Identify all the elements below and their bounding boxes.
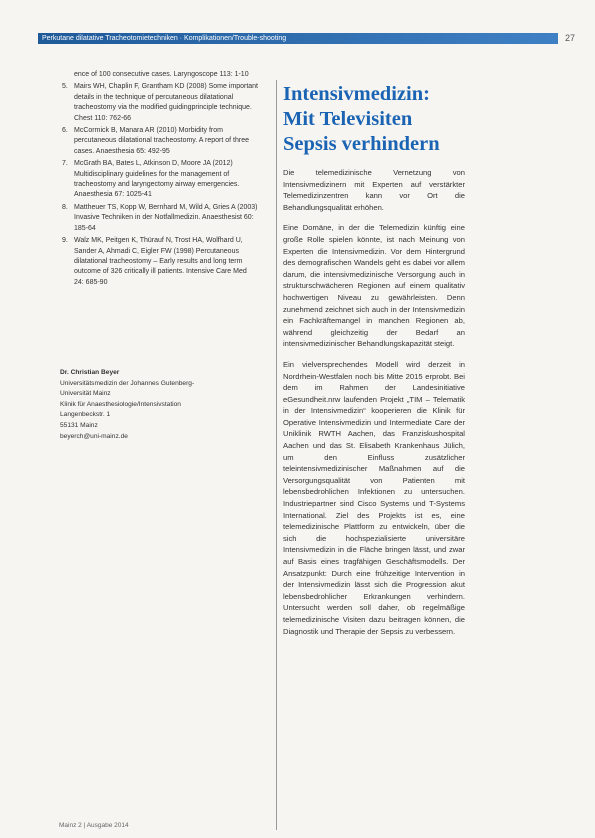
author-line: Universitätsmedizin der Johannes Gutenberg- [60,379,195,387]
running-header [0,33,595,44]
reference-text: Walz MK, Peitgen K, Thürauf N, Trost HA, Wolfhard U, Sander A, Ahmadi C, Eigler FW (1998) Percutaneous dilatational tracheostomy – Early results and long term outcome of 326 critically ill patients. Intensive Care Med 24: 685-90 [74,237,247,286]
article-paragraph: Ein vielversprechendes Modell wird derzeit in Nordrhein-Westfalen noch bis Mitte 2015 erprobt. Bei dem im Rahmen der Landesinitiative eGesundheit.nrw laufenden Projekt „TIM – Telematik in der Intensivmedizin“ kooperieren die Klinik für Operative Intensivmedizin und Intermediate Care der Uniklinik RWTH Aachen, das Franziskushospital Aachen und das St. Elisabeth Krankenhaus Jülich, um den Einfluss zusätzlicher teleintensivmedizinischer Maßnahmen auf die Versorgungsqualität von Patienten mit lebensbedrohlichen Infektionen zu untersuchen. Industriepartner sind Cisco Systems und T-Systems International. Ziel des Projekts ist es, eine telemedizinische Plattform zu entwickeln, über die sich die hochspezialisierte universitäre Intensivmedizin in die Fläche bringen lässt, und zwar auf Basis eines tragfähigen Geschäftsmodells. Der Ansatzpunkt: Durch eine frühzeitige Intervention in der Intensivmedizin lässt sich die Progression akut lebensbedrohlicher Erkrankungen verhindern. Untersucht werden soll daher, ob regelmäßige telemedizinische Visiten dazu beitragen können, die Diagnostik und Therapie der Sepsis zu verbessern. [283,359,465,636]
reference-number: 5. [62,83,68,91]
author-name: Dr. Christian Beyer [60,369,120,376]
reference-number: 9. [62,237,68,245]
article-title-line: Intensivmedizin: [283,83,430,105]
author-email: beyerch@uni-mainz.de [60,432,128,440]
reference-item [62,70,258,80]
reference-text: McGrath BA, Bates L, Atkinson D, Moore JA (2012) Multidisciplinary guidelines for the management of tracheostomy and laryngectomy airway emergencies. Anaesthesia 67: 1025-41 [74,160,240,199]
article-paragraph: Eine Domäne, in der die Telemedizin künftig eine große Rolle spielen könnte, ist nach Meinung von Experten die Intensivmedizin. Vor dem Hintergrund des demografischen Wandels geht es dabei vor allem darum, die intensivmedizinische Versorgung auch in strukturschwächeren Regionen auf einem qualitativ hochwertigen Niveau zu gewährleisten. Denn zunehmend zeichnet sich auch in der Intensivmedizin ein Fachkräftemangel in manchen Regionen ab, während gleichzeitig der Bedarf an intensivmedizinischer Behandlungskapazität steigt. [283,223,465,349]
author-line: Langenbeckstr. 1 [60,411,111,419]
author-contact [60,368,260,442]
reference-item [62,236,258,288]
article-title [283,82,465,157]
header-text: Perkutane dilatative Tracheotomietechniken · Komplikationen/Trouble-shooting [42,35,287,42]
reference-item [62,203,258,234]
article-title-line: Mit Televisiten [283,108,413,130]
author-line: Klinik für Anaesthesiologie/Intensivstation [60,400,181,408]
reference-item [62,126,258,157]
author-line: Universität Mainz [60,390,111,398]
reference-text: ence of 100 consecutive cases. Laryngoscope 113: 1-10 [74,71,249,78]
page-footer: Mainz 2 | Ausgabe 2014 [59,822,129,829]
reference-text: Mattheuer TS, Kopp W, Bernhard M, Wild A, Gries A (2003) Invasive Techniken in der Notfallmedizin. Anaesthesist 60: 185-64 [74,203,258,232]
reference-text: Mairs WH, Chaplin F, Grantham KD (2008) Some important details in the technique of percutaneous dilatational tracheostomy via the modified guidingprinciple technique. Chest 110: 762-66 [74,83,259,122]
reference-item [62,82,258,124]
page-number: 27 [565,33,576,43]
reference-list [62,70,258,290]
article-sidebar [276,80,469,830]
reference-number: 8. [62,203,68,211]
article-title-line: Sepsis verhindern [283,133,440,155]
article-lead: Die telemedizinische Vernetzung von Intensivmedizinern mit Experten auf verstärkter Telemedizinzentren kann vor Ort die Behandlungsqualität erhöhen. [283,168,465,212]
reference-number: 7. [62,160,68,168]
reference-item [62,159,258,201]
reference-number: 6. [62,127,68,135]
reference-text: McCormick B, Manara AR (2010) Morbidity from percutaneous dilatational tracheostomy. A report of three cases. Anaesthesia 65: 492-95 [74,127,249,155]
author-line: 55131 Mainz [60,421,98,429]
